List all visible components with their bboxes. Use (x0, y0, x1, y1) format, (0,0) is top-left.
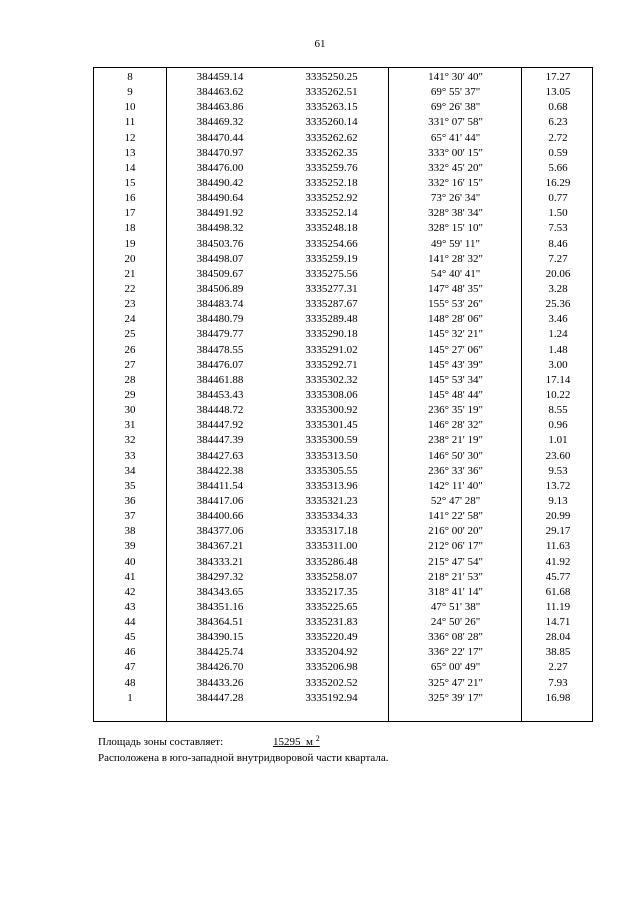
table-row (94, 312, 592, 327)
segment-length: 38.85 (545, 646, 571, 659)
x-coordinate: 384411.54 (196, 479, 244, 492)
x-coordinate: 384367.21 (196, 540, 244, 553)
y-coordinate: 3335334.33 (305, 510, 358, 523)
point-number: 45 (124, 631, 136, 644)
direction-angle: 69° 26' 38" (430, 101, 481, 114)
y-coordinate: 3335308.06 (305, 388, 358, 401)
table-row (94, 555, 592, 570)
point-number: 39 (124, 540, 136, 553)
point-number: 34 (124, 464, 136, 477)
point-number: 33 (124, 449, 136, 462)
y-coordinate: 3335250.25 (305, 71, 358, 83)
segment-length: 0.59 (548, 146, 568, 159)
table-row (94, 161, 592, 176)
point-number: 12 (124, 131, 136, 144)
segment-length: 45.77 (545, 570, 571, 583)
segment-length: 8.46 (548, 237, 568, 250)
table-row (94, 252, 592, 267)
table-row (94, 449, 592, 464)
table-row (94, 630, 592, 645)
x-coordinate: 384470.44 (196, 131, 244, 144)
segment-length: 2.27 (548, 661, 568, 674)
segment-length: 28.04 (545, 631, 571, 644)
segment-length: 1.24 (548, 328, 568, 341)
y-coordinate: 3335263.15 (305, 101, 358, 114)
segment-length: 20.06 (545, 267, 571, 280)
point-number: 26 (124, 343, 136, 356)
point-number: 44 (124, 616, 136, 629)
direction-angle: 336° 22' 17" (428, 646, 483, 659)
table-row (94, 494, 592, 509)
table-row (94, 100, 592, 115)
direction-angle: 24° 50' 26" (430, 616, 481, 629)
table-row (94, 70, 592, 85)
direction-angle: 332° 16' 15" (428, 176, 483, 189)
direction-angle: 141° 30' 40" (428, 71, 483, 83)
segment-length: 17.27 (545, 71, 571, 83)
y-coordinate: 3335258.07 (305, 570, 358, 583)
segment-length: 29.17 (545, 525, 571, 538)
direction-angle: 65° 41' 44" (430, 131, 481, 144)
y-coordinate: 3335300.92 (305, 404, 358, 417)
point-number: 38 (124, 525, 136, 538)
y-coordinate: 3335262.51 (305, 86, 358, 99)
x-coordinate: 384509.67 (196, 267, 244, 280)
direction-angle: 318° 41' 14" (428, 585, 483, 598)
x-coordinate: 384343.65 (196, 585, 244, 598)
direction-angle: 145° 43' 39" (428, 358, 483, 371)
y-coordinate: 3335225.65 (305, 600, 358, 613)
y-coordinate: 3335192.94 (305, 691, 358, 704)
table-row (94, 615, 592, 630)
table-row (94, 327, 592, 342)
area-label: Площадь зоны составляет: (98, 736, 224, 748)
table-row (94, 131, 592, 146)
table-row (94, 373, 592, 388)
segment-length: 3.46 (548, 313, 568, 326)
y-coordinate: 3335248.18 (305, 222, 358, 235)
point-number: 20 (124, 252, 136, 265)
table-row (94, 146, 592, 161)
x-coordinate: 384470.97 (196, 146, 244, 159)
segment-length: 9.13 (548, 494, 568, 507)
x-coordinate: 384351.16 (196, 600, 244, 613)
segment-length: 8.55 (548, 404, 568, 417)
x-coordinate: 384400.66 (196, 510, 244, 523)
point-number: 31 (124, 419, 136, 432)
segment-length: 7.93 (548, 676, 568, 689)
point-number: 18 (124, 222, 136, 235)
table-row (94, 585, 592, 600)
point-number: 19 (124, 237, 136, 250)
point-number: 13 (124, 146, 136, 159)
direction-angle: 331° 07' 58" (428, 116, 483, 129)
direction-angle: 145° 27' 06" (428, 343, 483, 356)
x-coordinate: 384427.63 (196, 449, 244, 462)
y-coordinate: 3335277.31 (305, 282, 358, 295)
x-coordinate: 384490.42 (196, 176, 244, 189)
page-number: 61 (314, 38, 326, 50)
table-row (94, 176, 592, 191)
direction-angle: 216° 00' 20" (428, 525, 483, 538)
x-coordinate: 384503.76 (196, 237, 244, 250)
y-coordinate: 3335202.52 (305, 676, 358, 689)
x-coordinate: 384447.92 (196, 419, 244, 432)
x-coordinate: 384390.15 (196, 631, 244, 644)
direction-angle: 155° 53' 26" (428, 298, 483, 311)
direction-angle: 49° 59' 11" (431, 237, 480, 250)
table-row (94, 509, 592, 524)
table-row (94, 282, 592, 297)
direction-angle: 47° 51' 38" (430, 600, 481, 613)
point-number: 23 (124, 298, 136, 311)
x-coordinate: 384297.32 (196, 570, 244, 583)
table-row (94, 676, 592, 691)
segment-length: 23.60 (545, 449, 571, 462)
direction-angle: 146° 28' 32" (428, 419, 483, 432)
area-value (273, 736, 320, 748)
x-coordinate: 384448.72 (196, 404, 244, 417)
point-number: 37 (124, 510, 136, 523)
segment-length: 41.92 (545, 555, 571, 568)
x-coordinate: 384426.70 (196, 661, 244, 674)
segment-length: 13.05 (545, 86, 571, 99)
y-coordinate: 3335231.83 (305, 616, 358, 629)
table-row (94, 221, 592, 236)
segment-length: 0.96 (548, 419, 568, 432)
direction-angle: 52° 47' 28" (430, 494, 481, 507)
y-coordinate: 3335321.23 (305, 494, 358, 507)
direction-angle: 328° 15' 10" (428, 222, 483, 235)
direction-angle: 236° 33' 36" (428, 464, 483, 477)
segment-length: 0.68 (548, 101, 568, 114)
x-coordinate: 384483.74 (196, 298, 244, 311)
x-coordinate: 384333.21 (196, 555, 244, 568)
y-coordinate: 3335313.96 (305, 479, 358, 492)
point-number: 25 (124, 328, 136, 341)
x-coordinate: 384498.32 (196, 222, 244, 235)
y-coordinate: 3335286.48 (305, 555, 358, 568)
table-row (94, 418, 592, 433)
x-coordinate: 384490.64 (196, 192, 244, 205)
y-coordinate: 3335289.48 (305, 313, 358, 326)
y-coordinate: 3335262.62 (305, 131, 358, 144)
y-coordinate: 3335317.18 (305, 525, 358, 538)
x-coordinate: 384461.88 (196, 373, 244, 386)
y-coordinate: 3335302.32 (305, 373, 358, 386)
point-number: 1 (127, 691, 133, 704)
y-coordinate: 3335260.14 (305, 116, 358, 129)
table-row (94, 433, 592, 448)
table-row (94, 115, 592, 130)
point-number: 47 (124, 661, 136, 674)
x-coordinate: 384491.92 (196, 207, 244, 220)
x-coordinate: 384447.28 (196, 691, 244, 704)
y-coordinate: 3335300.59 (305, 434, 358, 447)
point-number: 9 (127, 86, 133, 99)
y-coordinate: 3335220.49 (305, 631, 358, 644)
y-coordinate: 3335301.45 (305, 419, 358, 432)
x-coordinate: 384478.55 (196, 343, 244, 356)
point-number: 14 (124, 161, 136, 174)
area-number: 15295 (273, 736, 301, 748)
direction-angle: 145° 32' 21" (428, 328, 483, 341)
segment-length: 2.72 (548, 131, 568, 144)
point-number: 17 (124, 207, 136, 220)
table-row (94, 237, 592, 252)
table-row (94, 343, 592, 358)
y-coordinate: 3335290.18 (305, 328, 358, 341)
y-coordinate: 3335291.02 (305, 343, 358, 356)
segment-length: 20.99 (545, 510, 571, 523)
segment-length: 10.22 (545, 388, 571, 401)
point-number: 48 (124, 676, 136, 689)
x-coordinate: 384377.06 (196, 525, 244, 538)
direction-angle: 215° 47' 54" (428, 555, 483, 568)
segment-length: 61.68 (545, 585, 571, 598)
y-coordinate: 3335313.50 (305, 449, 358, 462)
table-row (94, 539, 592, 554)
table-row (94, 358, 592, 373)
segment-length: 11.19 (545, 600, 571, 613)
point-number: 24 (124, 313, 136, 326)
direction-angle: 147° 48' 35" (428, 282, 483, 295)
point-number: 29 (124, 388, 136, 401)
table-row (94, 403, 592, 418)
y-coordinate: 3335252.18 (305, 176, 358, 189)
y-coordinate: 3335305.55 (305, 464, 358, 477)
direction-angle: 325° 47' 21" (428, 676, 483, 689)
y-coordinate: 3335217.35 (305, 585, 358, 598)
direction-angle: 336° 08' 28" (428, 631, 483, 644)
direction-angle: 325° 39' 17" (428, 691, 483, 704)
direction-angle: 54° 40' 41" (430, 267, 481, 280)
table-row (94, 645, 592, 660)
area-unit-power: 2 (315, 734, 320, 743)
x-coordinate: 384463.62 (196, 86, 244, 99)
table-row (94, 464, 592, 479)
table-row (94, 691, 592, 706)
direction-angle: 212° 06' 17" (428, 540, 483, 553)
direction-angle: 332° 45' 20" (428, 161, 483, 174)
point-number: 22 (124, 282, 136, 295)
point-number: 8 (127, 71, 133, 83)
y-coordinate: 3335254.66 (305, 237, 358, 250)
table-row (94, 388, 592, 403)
table-row (94, 600, 592, 615)
direction-angle: 65° 00' 49" (430, 661, 481, 674)
segment-length: 1.01 (548, 434, 568, 447)
x-coordinate: 384480.79 (196, 313, 244, 326)
point-number: 16 (124, 192, 136, 205)
y-coordinate: 3335252.14 (305, 207, 358, 220)
segment-length: 11.63 (545, 540, 571, 553)
direction-angle: 238° 21' 19" (428, 434, 483, 447)
x-coordinate: 384476.07 (196, 358, 244, 371)
table-row (94, 524, 592, 539)
direction-angle: 145° 53' 34" (428, 373, 483, 386)
y-coordinate: 3335204.92 (305, 646, 358, 659)
point-number: 21 (124, 267, 136, 280)
direction-angle: 145° 48' 44" (428, 388, 483, 401)
point-number: 46 (124, 646, 136, 659)
direction-angle: 218° 21' 53" (428, 570, 483, 583)
x-coordinate: 384447.39 (196, 434, 244, 447)
segment-length: 9.53 (548, 464, 568, 477)
table-row (94, 85, 592, 100)
table-row (94, 479, 592, 494)
segment-length: 7.53 (548, 222, 568, 235)
x-coordinate: 384417.06 (196, 494, 244, 507)
segment-length: 14.71 (545, 616, 571, 629)
y-coordinate: 3335262.35 (305, 146, 358, 159)
table-body (94, 70, 592, 706)
direction-angle: 236° 35' 19" (428, 404, 483, 417)
segment-length: 25.36 (545, 298, 571, 311)
point-number: 10 (124, 101, 136, 114)
direction-angle: 73° 26' 34" (430, 192, 481, 205)
direction-angle: 333° 00' 15" (428, 146, 483, 159)
segment-length: 16.98 (545, 691, 571, 704)
point-number: 15 (124, 176, 136, 189)
location-text: Расположена в юго-западной внутридворовой части квартала. (98, 752, 389, 764)
segment-length: 13.72 (545, 479, 571, 492)
x-coordinate: 384476.00 (196, 161, 244, 174)
point-number: 43 (124, 600, 136, 613)
x-coordinate: 384498.07 (196, 252, 244, 265)
segment-length: 3.28 (548, 282, 568, 295)
y-coordinate: 3335206.98 (305, 661, 358, 674)
point-number: 36 (124, 494, 136, 507)
segment-length: 17.14 (545, 373, 571, 386)
segment-length: 16.29 (545, 176, 571, 189)
y-coordinate: 3335292.71 (305, 358, 358, 371)
x-coordinate: 384364.51 (196, 616, 244, 629)
table-row (94, 191, 592, 206)
y-coordinate: 3335311.00 (305, 540, 358, 553)
x-coordinate: 384469.32 (196, 116, 244, 129)
segment-length: 3.00 (548, 358, 568, 371)
x-coordinate: 384479.77 (196, 328, 244, 341)
point-number: 41 (124, 570, 136, 583)
x-coordinate: 384459.14 (196, 71, 244, 83)
point-number: 32 (124, 434, 136, 447)
table-row (94, 660, 592, 675)
x-coordinate: 384506.89 (196, 282, 244, 295)
coordinates-table (93, 67, 593, 722)
point-number: 11 (124, 116, 136, 129)
direction-angle: 148° 28' 06" (428, 313, 483, 326)
area-unit: м (306, 736, 313, 748)
segment-length: 1.50 (548, 207, 568, 220)
point-number: 28 (124, 373, 136, 386)
table-row (94, 206, 592, 221)
x-coordinate: 384422.38 (196, 464, 244, 477)
segment-length: 6.23 (548, 116, 568, 129)
x-coordinate: 384453.43 (196, 388, 244, 401)
table-row (94, 570, 592, 585)
table-row (94, 297, 592, 312)
x-coordinate: 384425.74 (196, 646, 244, 659)
segment-length: 0.77 (548, 192, 568, 205)
y-coordinate: 3335259.19 (305, 252, 358, 265)
y-coordinate: 3335259.76 (305, 161, 358, 174)
direction-angle: 146° 50' 30" (428, 449, 483, 462)
y-coordinate: 3335252.92 (305, 192, 358, 205)
direction-angle: 328° 38' 34" (428, 207, 483, 220)
x-coordinate: 384433.26 (196, 676, 244, 689)
point-number: 40 (124, 555, 136, 568)
area-line (98, 734, 320, 748)
direction-angle: 141° 22' 58" (428, 510, 483, 523)
point-number: 27 (124, 358, 136, 371)
y-coordinate: 3335287.67 (305, 298, 358, 311)
y-coordinate: 3335275.56 (305, 267, 358, 280)
direction-angle: 142° 11' 40" (428, 479, 483, 492)
segment-length: 5.66 (548, 161, 568, 174)
point-number: 35 (124, 479, 136, 492)
direction-angle: 69° 55' 37" (430, 86, 481, 99)
segment-length: 1.48 (548, 343, 568, 356)
point-number: 42 (124, 585, 136, 598)
point-number: 30 (124, 404, 136, 417)
table-row (94, 267, 592, 282)
x-coordinate: 384463.86 (196, 101, 244, 114)
segment-length: 7.27 (548, 252, 568, 265)
direction-angle: 141° 28' 32" (428, 252, 483, 265)
